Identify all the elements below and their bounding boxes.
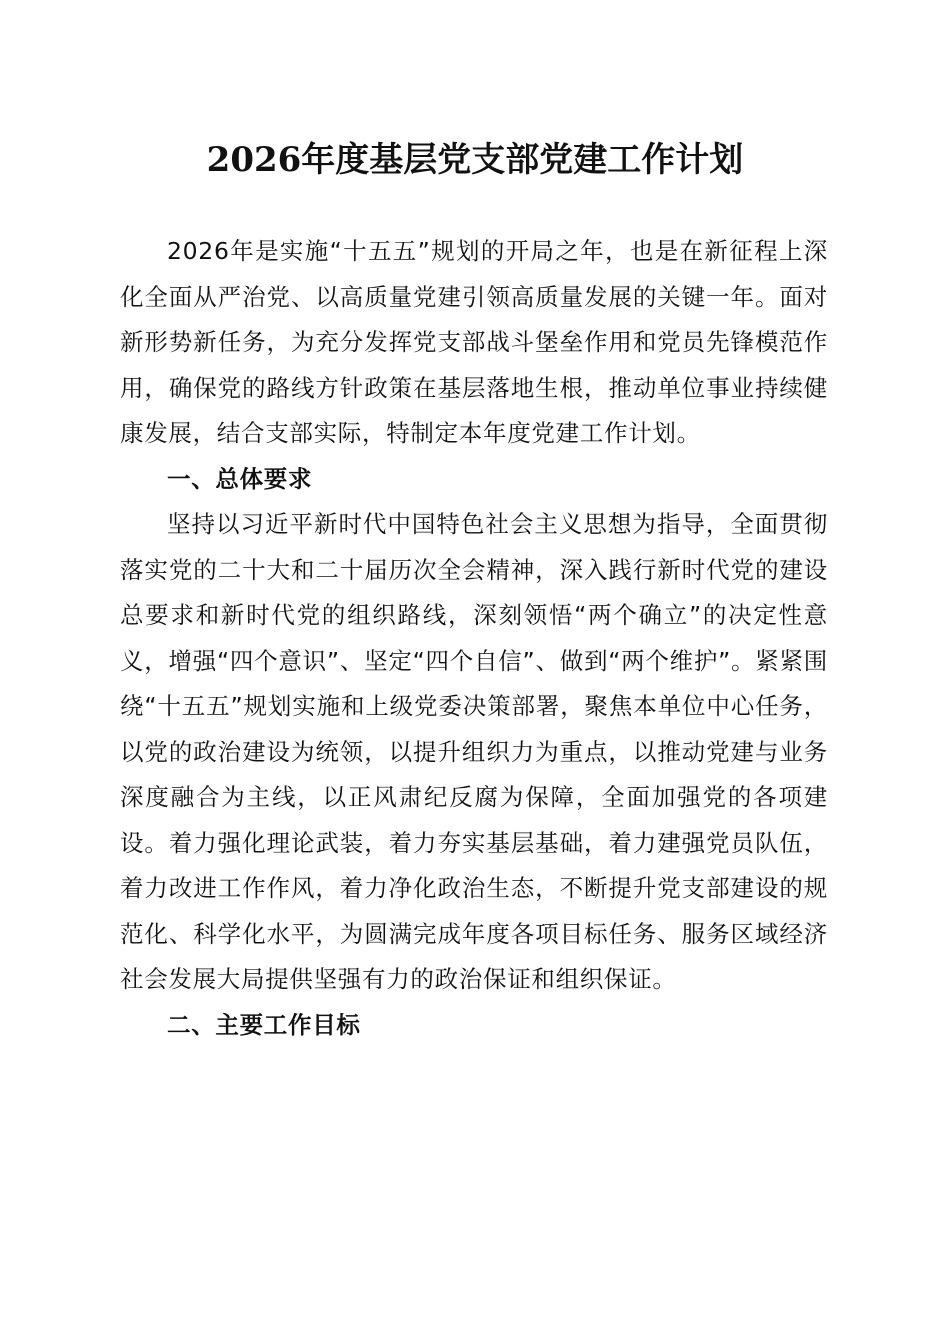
intro-paragraph: 2026年是实施“十五五”规划的开局之年，也是在新征程上深化全面从严治党、以高质量党建引领高质量发展的关键一年。面对新形势新任务，为充分发挥党支部战斗堡垒作用和党员先锋模范作用，确保党的路线方针政策在基层落地生根，推动单位事业持续健康发展，结合支部实际，特制定本年度党建工作计划。 xyxy=(120,237,828,447)
document-title: 2026年度基层党支部党建工作计划 xyxy=(206,140,744,180)
section-heading-general-requirements: 一、总体要求 xyxy=(167,464,313,493)
document-body xyxy=(120,229,828,1048)
general-requirements-paragraph: 坚持以习近平新时代中国特色社会主义思想为指导，全面贯彻落实党的二十大和二十届历次全会精神，深入践行新时代党的建设总要求和新时代党的组织路线，深刻领悟“两个确立”的决定性意义，增强“四个意识”、坚定“四个自信”、做到“两个维护”。紧紧围绕“十五五”规划实施和上级党委决策部署，聚焦本单位中心任务，以党的政治建设为统领，以提升组织力为重点，以推动党建与业务深度融合为主线，以正风肃纪反腐为保障，全面加强党的各项建设。着力强化理论武装，着力夯实基层基础，着力建强党员队伍，着力改进工作作风，着力净化政治生态，不断提升党支部建设的规范化、科学化水平，为圆满完成年度各项目标任务、服务区域经济社会发展大局提供坚强有力的政治保证和组织保证。 xyxy=(120,510,828,993)
section-heading-main-goals: 二、主要工作目标 xyxy=(167,1010,361,1039)
